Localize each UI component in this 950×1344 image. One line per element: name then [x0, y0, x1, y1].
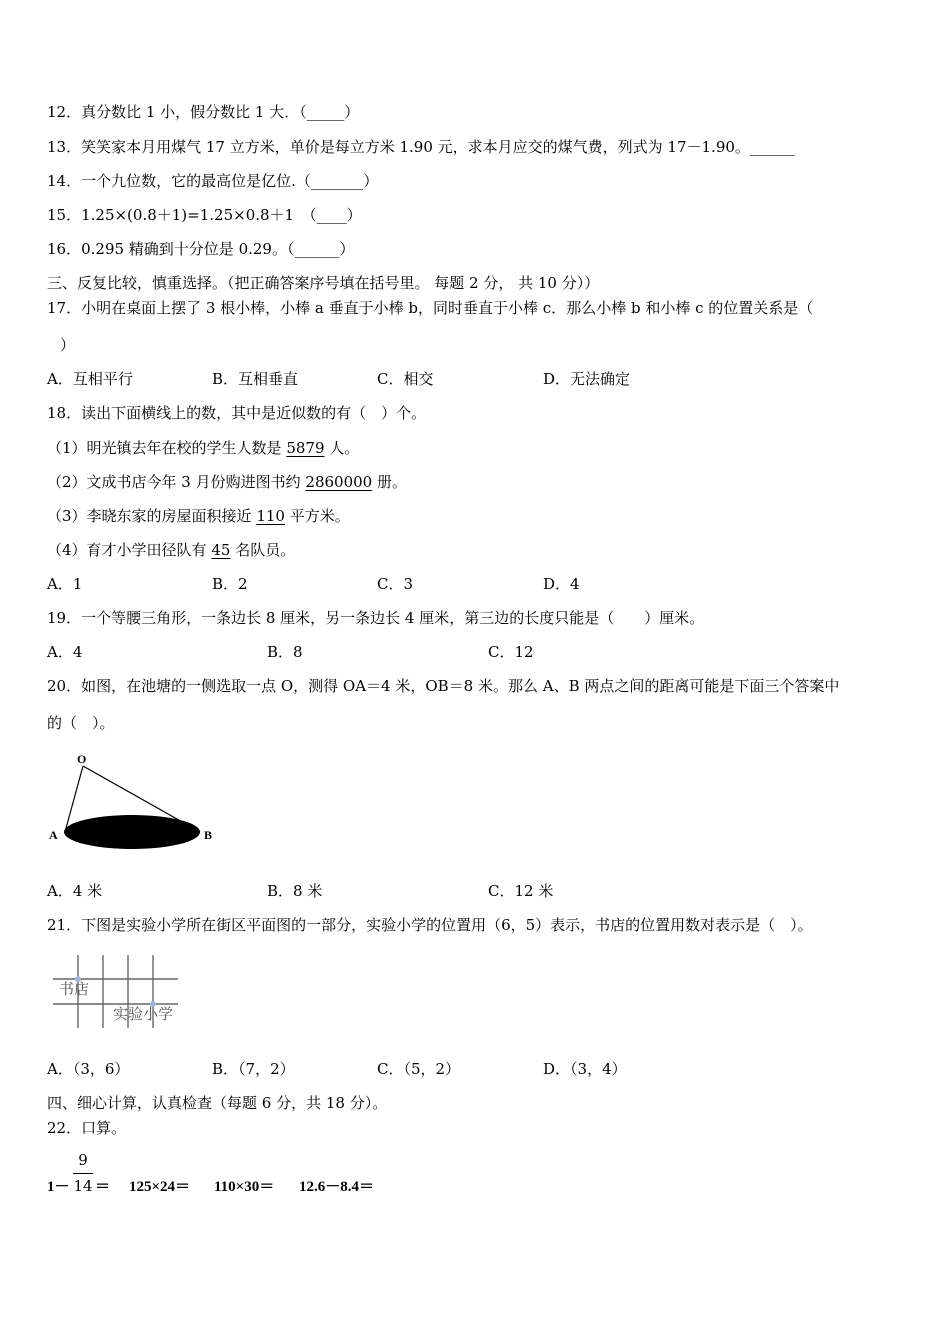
question-13: 13．笑笑家本月用煤气 17 立方米，单价是每立方米 1.90 元，求本月应交的煤气费，列式为 17－1.90。______: [47, 138, 795, 156]
q21-option-d: D．（3，4）: [543, 1060, 627, 1078]
question-20-cont: 的（ ）。: [47, 714, 115, 732]
q17-option-a: A．互相平行: [47, 370, 133, 388]
school-label: 实验小学: [113, 1007, 174, 1023]
fraction-denominator: 14: [73, 1177, 93, 1195]
street-map: [50, 952, 195, 1032]
q21-option-a: A．（3，6）: [47, 1060, 130, 1078]
label-b: B: [204, 828, 213, 842]
expr-4: 12.6－8.4＝: [299, 1179, 375, 1195]
question-21: 21．下图是实验小学所在街区平面图的一部分，实验小学的位置用（6，5）表示，书店的位置用数对表示是（ ）。: [47, 916, 813, 934]
q18-item-4: （4）育才小学田径队有 45 名队员。: [47, 541, 296, 559]
q19-option-c: C．12: [488, 643, 534, 661]
q17-option-c: C．相交: [377, 370, 434, 388]
question-18: 18．读出下面横线上的数，其中是近似数的有（ ）个。: [47, 404, 427, 422]
question-17: 17．小明在桌面上摆了 3 根小棒，小棒 a 垂直于小棒 b，同时垂直于小棒 c．那么小棒 b 和小棒 c 的位置关系是（: [47, 299, 814, 317]
q18-option-d: D．4: [543, 575, 580, 593]
q17-option-b: B．互相垂直: [212, 370, 299, 388]
question-14: 14．一个九位数，它的最高位是亿位.（_______）: [47, 172, 379, 190]
question-19: 19．一个等腰三角形，一条边长 8 厘米，另一条边长 4 厘米，第三边的长度只能是（ ）厘米。: [47, 609, 705, 627]
q18-option-b: B．2: [212, 575, 248, 593]
expr-1-equals: ＝: [95, 1179, 111, 1195]
section-4-heading: 四、细心计算，认真检查（每题 6 分，共 18 分）。: [47, 1094, 388, 1112]
question-12: 12．真分数比 1 小，假分数比 1 大．（_____）: [47, 103, 360, 121]
q20-option-c: C．12 米: [488, 882, 554, 900]
question-15: 15．1.25×(0.8＋1)=1.25×0.8＋1 （____）: [47, 206, 362, 224]
pond-diagram: [44, 748, 224, 858]
bookstore-label: 书店: [59, 982, 90, 998]
expr-3: 110×30＝: [214, 1179, 275, 1195]
expr-1-prefix: 1－: [47, 1179, 70, 1195]
question-17-cont: ）: [60, 336, 76, 354]
label-a: A: [49, 828, 58, 842]
fraction-numerator: 9: [78, 1151, 88, 1169]
question-16: 16．0.295 精确到十分位是 0.29。（______）: [47, 240, 355, 258]
q18-item-1: （1）明光镇去年在校的学生人数是 5879 人。: [47, 439, 360, 457]
section-3-heading: 三、反复比较，慎重选择。（把正确答案序号填在括号里。 每题 2 分， 共 10 分））: [47, 274, 600, 292]
question-22: 22．口算。: [47, 1119, 127, 1137]
q21-option-b: B．（7，2）: [212, 1060, 295, 1078]
q19-option-b: B．8: [267, 643, 303, 661]
label-o: O: [77, 752, 87, 766]
q19-option-a: A．4: [47, 643, 83, 661]
q20-option-b: B．8 米: [267, 882, 323, 900]
fraction-bar: [73, 1173, 93, 1174]
q21-option-c: C．（5，2）: [377, 1060, 461, 1078]
q18-option-c: C．3: [377, 575, 414, 593]
expr-2: 125×24＝: [129, 1179, 191, 1195]
q17-option-d: D．无法确定: [543, 370, 631, 388]
q18-option-a: A．1: [47, 575, 83, 593]
q18-item-2: （2）文成书店今年 3 月份购进图书约 2860000 册。: [47, 473, 407, 491]
q20-option-a: A．4 米: [47, 882, 103, 900]
q18-item-3: （3）李晓东家的房屋面积接近 110 平方米。: [47, 507, 350, 525]
question-20: 20．如图，在池塘的一侧选取一点 O，测得 OA＝4 米，OB＝8 米。那么 A、B 两点之间的距离可能是下面三个答案中: [47, 677, 840, 695]
